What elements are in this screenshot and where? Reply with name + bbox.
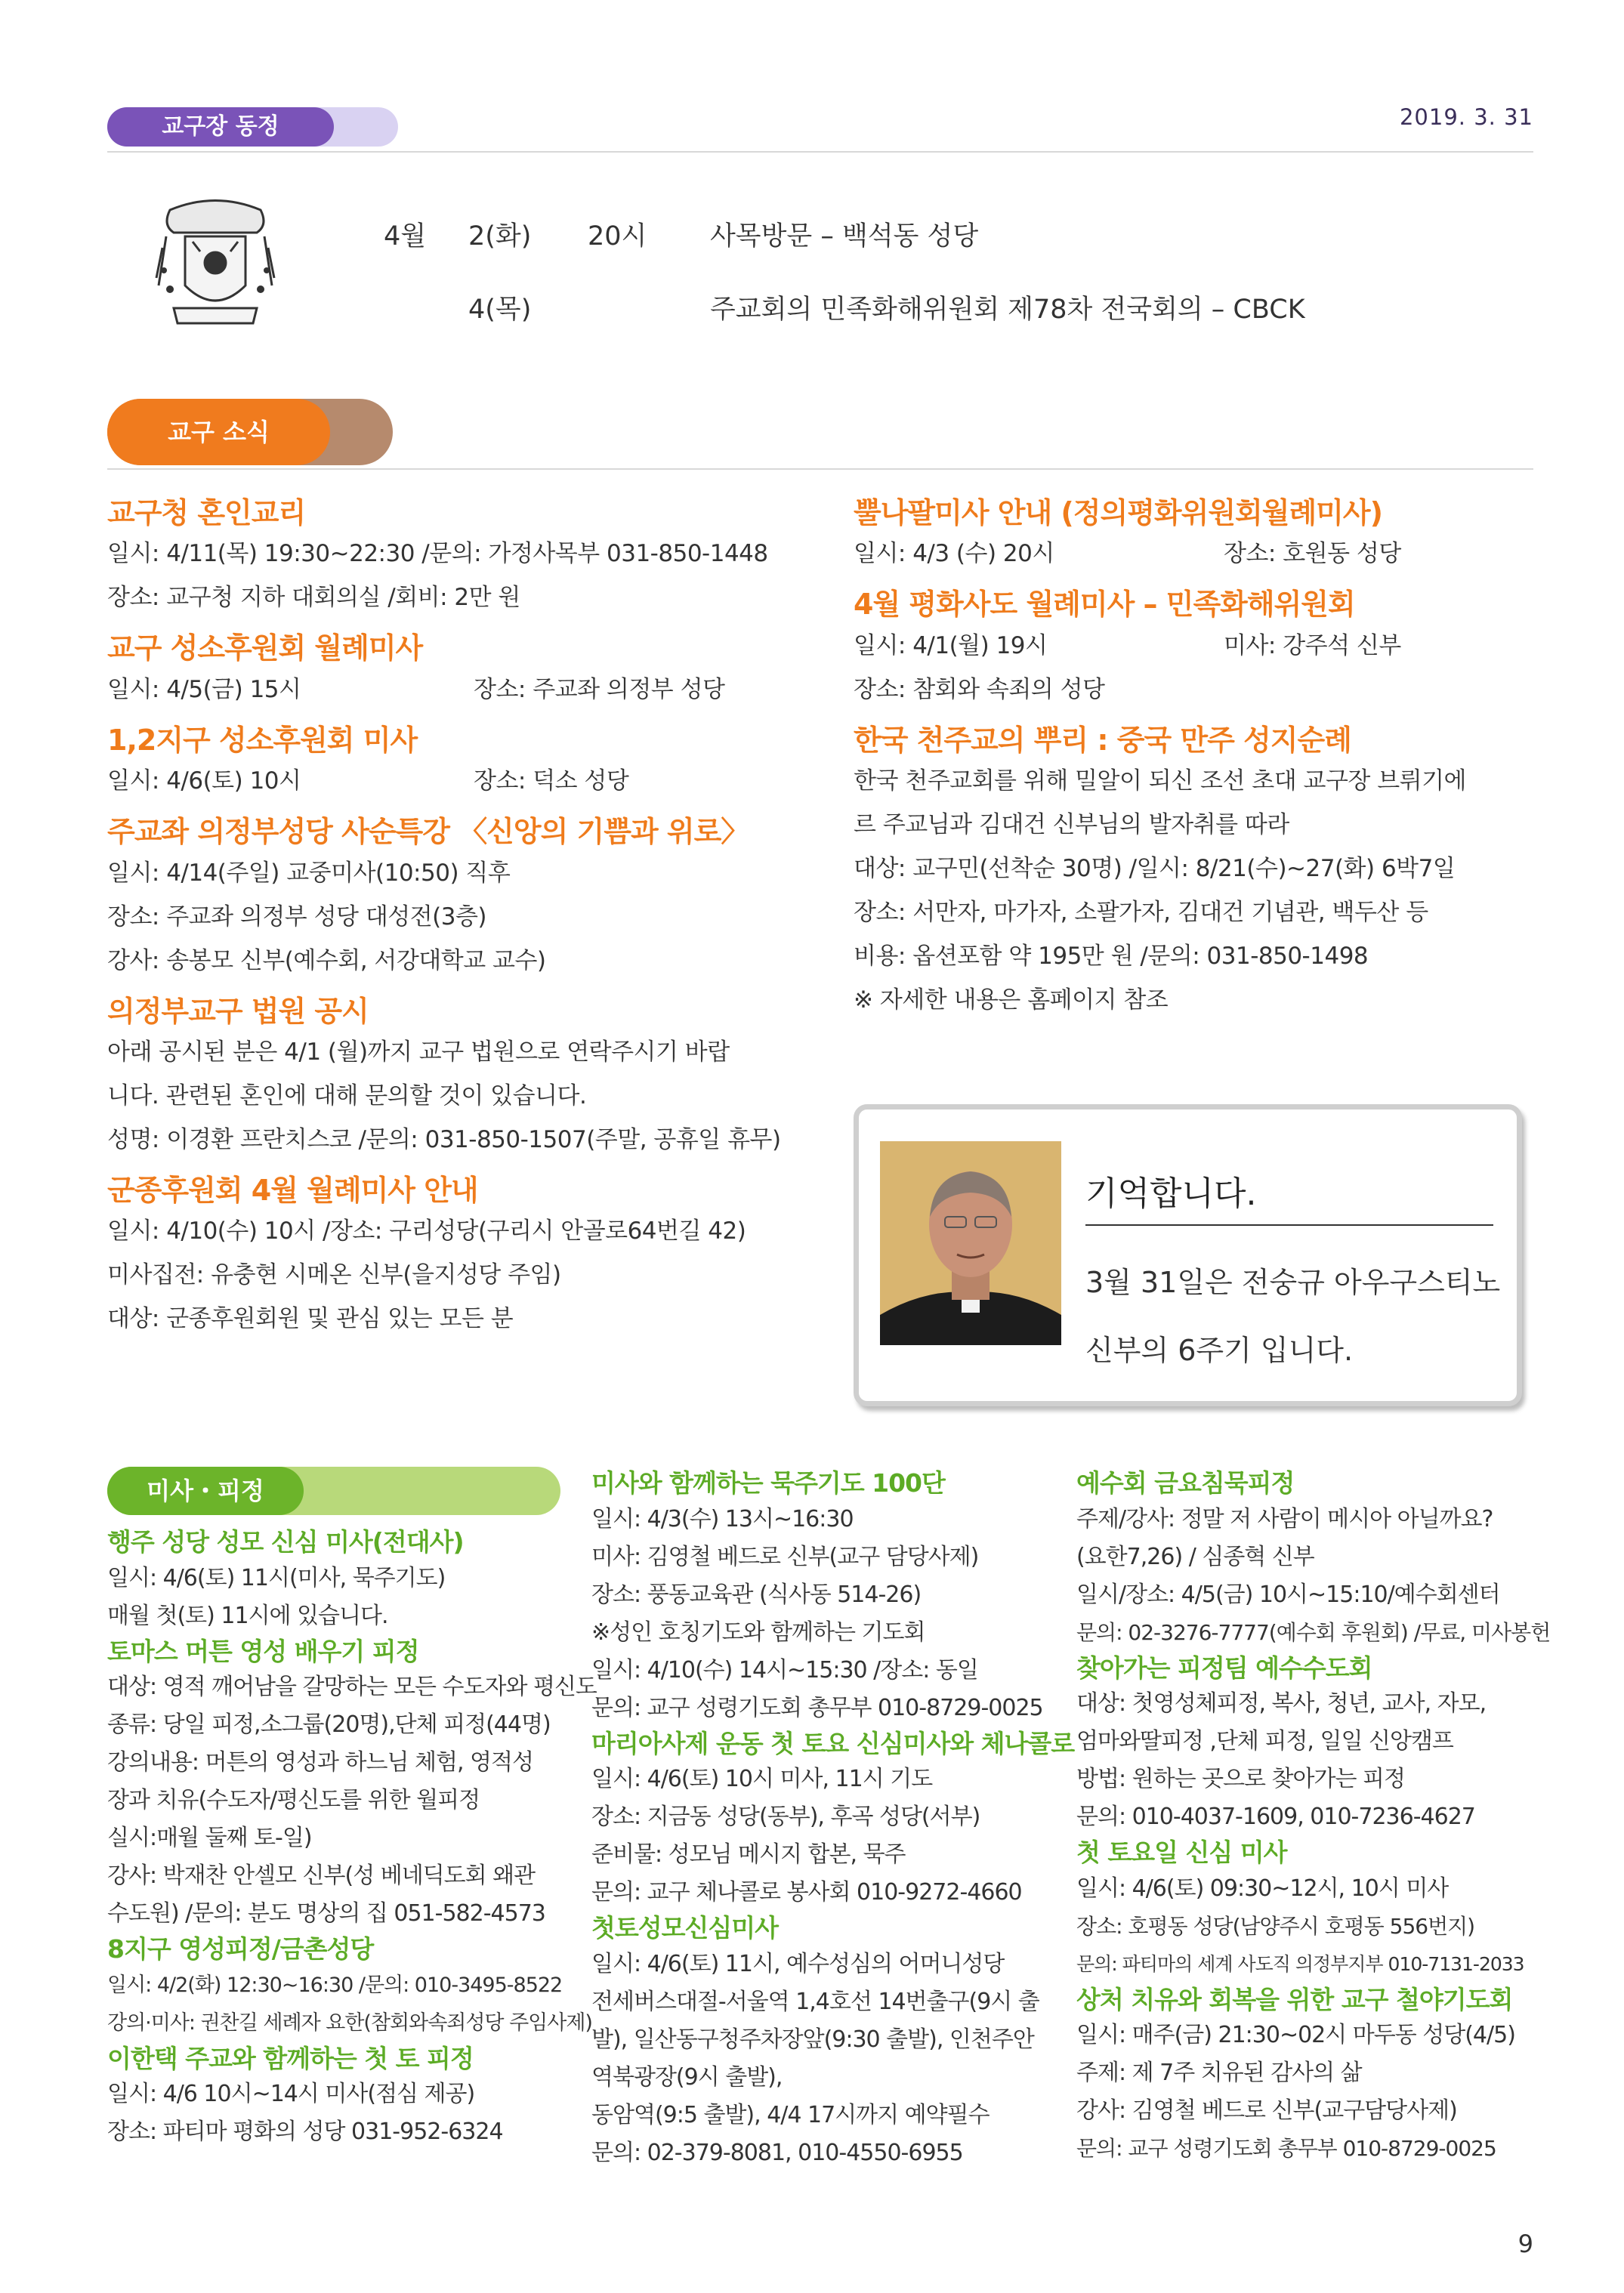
- news-line: 한국 천주교회를 위해 밀알이 되신 조선 초대 교구장 브뤼기에: [854, 767, 1466, 795]
- retreat-line: (요한7,26) / 심종혁 신부: [1076, 1543, 1314, 1570]
- retreat-line: 준비물: 성모님 메시지 합본, 묵주: [591, 1841, 906, 1869]
- section-header-news: [107, 399, 393, 465]
- retreat-line: 종류: 당일 피정,소그룹(20명),단체 피정(44명): [107, 1711, 551, 1739]
- retreat-title: 상처 치유와 회복을 위한 교구 철야기도회: [1076, 1984, 1513, 2014]
- section-label: 미사・피정: [107, 1467, 304, 1515]
- retreat-line: 장소: 풍동교육관 (식사동 514-26): [591, 1581, 922, 1608]
- retreat-title: 8지구 영성피정/금촌성당: [107, 1934, 374, 1964]
- news-line: [107, 759, 832, 803]
- news-item: [107, 993, 832, 1162]
- news-line: 대상: 군종후원회원 및 관심 있는 모든 분: [107, 1305, 514, 1333]
- news-title: 군종후원회 4월 월례미사 안내: [107, 1173, 478, 1207]
- news-line: 미사집전: 유충현 시메온 신부(을지성당 주임): [107, 1261, 561, 1289]
- retreat-line: 매월 첫(토) 11시에 있습니다.: [107, 1602, 388, 1629]
- news-item: [107, 813, 832, 982]
- news-title: 교구 성소후원회 월례미사: [107, 631, 423, 665]
- retreat-line: 장소: 파티마 평화의 성당 031-952-6324: [107, 2119, 503, 2146]
- retreat-line: 미사: 김영철 베드로 신부(교구 담당사제): [591, 1543, 979, 1570]
- retreat-item: [1076, 1652, 1537, 1837]
- news-line: 니다. 관련된 혼인에 대해 문의할 것이 있습니다.: [107, 1082, 587, 1109]
- news-right-column: [854, 495, 1533, 1032]
- news-line: [107, 668, 832, 711]
- news-title: 뿔나팔미사 안내 (정의평화위원회월례미사): [854, 496, 1382, 529]
- retreat-title: 찾아가는 피정팀 예수수도회: [1076, 1653, 1372, 1683]
- retreat-line: 강사: 김영철 베드로 신부(교구담당사제): [1076, 2097, 1457, 2125]
- priest-photo: [880, 1141, 1061, 1345]
- news-line: 장소: 참회와 속죄의 성당: [854, 675, 1105, 703]
- retreat-title: 예수회 금요침묵피정: [1076, 1468, 1295, 1498]
- news-item: [854, 495, 1533, 576]
- news-title: 주교좌 의정부성당 사순특강 〈신앙의 기쁨과 위로〉: [107, 815, 749, 849]
- memorial-title: 기억합니다.: [1085, 1174, 1257, 1213]
- retreat-item: [591, 1912, 1060, 2172]
- retreat-line: 주제: 제 7주 치유된 감사의 삶: [1076, 2060, 1362, 2087]
- retreat-line: 일시: 매주(금) 21:30~02시 마두동 성당(4/5): [1076, 2022, 1515, 2049]
- page-number: 9: [1517, 2230, 1533, 2258]
- news-line: [854, 532, 1533, 576]
- retreat-line: 일시: 4/2(화) 12:30~16:30 /문의: 010-3495-8522: [107, 1973, 563, 1997]
- retreat-line: 문의: 교구 성령기도회 총무부 010-8729-0025: [1076, 2136, 1496, 2162]
- retreat-line: 문의: 파티마의 세계 사도직 의정부지부 010-7131-2033: [1076, 1952, 1524, 1975]
- retreat-line: 주제/강사: 정말 저 사람이 메시아 아닐까요?: [1076, 1505, 1493, 1532]
- retreat-item: [1076, 1983, 1537, 2168]
- news-title: 의정부교구 법원 공시: [107, 994, 369, 1028]
- news-item: [107, 495, 832, 619]
- news-item: [107, 1172, 832, 1341]
- retreat-line: 역북광장(9시 출발),: [591, 2063, 783, 2091]
- news-left-column: [107, 495, 832, 1351]
- retreat-item: [591, 1467, 1060, 1727]
- retreat-line: 문의: 010-4037-1609, 010-7236-4627: [1076, 1804, 1475, 1831]
- news-line: 아래 공시된 분은 4/1 (월)까지 교구 법원으로 연락주시기 바랍: [107, 1038, 730, 1066]
- retreat-line: 문의: 교구 성령기도회 총무부 010-8729-0025: [591, 1694, 1043, 1721]
- schedule-event: 주교회의 민족화해위원회 제78차 전국회의 – CBCK: [710, 295, 1305, 325]
- memorial-rule: [1085, 1224, 1493, 1226]
- retreat-line: 일시/장소: 4/5(금) 10시~15:10/예수회센터: [1076, 1581, 1500, 1608]
- retreat-line: 강사: 박재찬 안셀모 신부(성 베네딕도회 왜관: [107, 1862, 536, 1890]
- memorial-box: [854, 1104, 1522, 1406]
- news-item: [854, 586, 1533, 711]
- news-item: [107, 722, 832, 803]
- retreat-line: 대상: 첫영성체피정, 복사, 청년, 교사, 자모,: [1076, 1690, 1487, 1717]
- news-line: 르 주교님과 김대건 신부님의 발자취를 따라: [854, 811, 1289, 839]
- retreat-line: 문의: 02-3276-7777(예수회 후원회) /무료, 미사봉헌: [1076, 1619, 1551, 1645]
- retreat-line: 일시: 4/6(토) 09:30~12시, 10시 미사: [1076, 1875, 1449, 1902]
- news-line: 일시: 4/10(수) 10시 /장소: 구리성당(구리시 안골로64번길 42): [107, 1217, 746, 1245]
- retreat-line: 엄마와딸피정 ,단체 피정, 일일 신앙캠프: [1076, 1728, 1453, 1755]
- retreat-title: 마리아사제 운동 첫 토요 신심미사와 체나콜로: [591, 1728, 1075, 1758]
- retreat-line: 문의: 교구 체나콜로 봉사회 010-9272-4660: [591, 1879, 1022, 1906]
- news-line: 장소: 주교좌 의정부 성당 대성전(3층): [107, 903, 487, 930]
- section-label: 교구 소식: [107, 399, 330, 465]
- news-line: 장소: 교구청 지하 대회의실 /회비: 2만 원: [107, 584, 520, 612]
- retreat-item: [107, 1526, 576, 1635]
- news-date: 일시: 4/3 (수) 20시: [854, 540, 1054, 568]
- schedule-day: 4(목): [468, 295, 532, 325]
- news-line: 성명: 이경환 프란치스코 /문의: 031-850-1507(주말, 공휴일 휴무): [107, 1125, 781, 1153]
- retreat-column-2: [591, 1467, 1075, 2172]
- retreat-title: 미사와 함께하는 묵주기도 100단: [591, 1468, 945, 1498]
- news-divider: [107, 468, 1533, 470]
- retreat-line: 강의내용: 머튼의 영성과 하느님 체험, 영적성: [107, 1749, 533, 1776]
- news-line: 장소: 서만자, 마가자, 소팔가자, 김대건 기념관, 백두산 등: [854, 899, 1428, 927]
- retreat-item: [1076, 1467, 1551, 1652]
- schedule-month: 4월: [384, 221, 427, 252]
- retreat-line: 수도원) /문의: 분도 명상의 집 051-582-4573: [107, 1900, 545, 1927]
- retreat-line: 장과 치유(수도자/평신도를 위한 월피정: [107, 1787, 480, 1814]
- news-item: [854, 722, 1533, 1022]
- retreat-line: 일시: 4/10(수) 14시~15:30 /장소: 동일: [591, 1656, 978, 1683]
- news-place: 장소: 호원동 성당: [1224, 540, 1401, 568]
- header-divider: [107, 151, 1533, 153]
- news-line: 일시: 4/14(주일) 교중미사(10:50) 직후: [107, 859, 511, 887]
- retreat-line: 전세버스대절-서울역 1,4호선 14번출구(9시 출: [591, 1988, 1039, 2015]
- memorial-text: 3월 31일은 전숭규 아우구스티노: [1085, 1266, 1501, 1299]
- retreat-title: 이한택 주교와 함께하는 첫 토 피정: [107, 2043, 474, 2073]
- news-title: 교구청 혼인교리: [107, 496, 306, 529]
- retreat-line: 일시: 4/6(토) 10시 미사, 11시 기도: [591, 1766, 933, 1793]
- retreat-column-1: [107, 1526, 597, 2151]
- retreat-item: [591, 1727, 1075, 1912]
- retreat-line: 동암역(9:5 출발), 4/4 17시까지 예약필수: [591, 2101, 990, 2128]
- news-date: 일시: 4/5(금) 15시: [107, 675, 301, 703]
- retreat-line: 강의·미사: 권찬길 세례자 요한(참회와속죄성당 주임사제): [107, 2011, 592, 2035]
- news-place: 장소: 덕소 성당: [474, 767, 629, 795]
- section-label: 교구장 동정: [107, 107, 334, 147]
- retreat-line: 방법: 원하는 곳으로 찾아가는 피정: [1076, 1766, 1405, 1793]
- retreat-title: 첫토성모신심미사: [591, 1913, 779, 1943]
- schedule-day: 2(화): [468, 221, 532, 252]
- retreat-item: [107, 1635, 597, 1933]
- news-date: 일시: 4/6(토) 10시: [107, 767, 301, 795]
- news-item: [107, 630, 832, 711]
- news-title: 한국 천주교의 뿌리 : 중국 만주 성지순례: [854, 723, 1351, 757]
- retreat-title: 첫 토요일 신심 미사: [1076, 1838, 1287, 1868]
- retreat-line: 문의: 02-379-8081, 010-4550-6955: [591, 2139, 963, 2166]
- memorial-text: 신부의 6주기 입니다.: [1085, 1334, 1354, 1367]
- news-line: 강사: 송봉모 신부(예수회, 서강대학교 교수): [107, 946, 546, 974]
- retreat-line: 일시: 4/6(토) 11시, 예수성심의 어머니성당: [591, 1950, 1005, 1977]
- retreat-line: 일시: 4/6 10시~14시 미사(점심 제공): [107, 2081, 475, 2108]
- retreat-column-3: [1076, 1467, 1551, 2168]
- schedule-event: 사목방문 – 백석동 성당: [710, 221, 979, 252]
- retreat-line: 일시: 4/3(수) 13시~16:30: [591, 1505, 854, 1532]
- section-header-bishop: [107, 107, 398, 147]
- news-celebrant: 미사: 강주석 신부: [1224, 631, 1401, 659]
- news-line: ※ 자세한 내용은 홈페이지 참조: [854, 986, 1169, 1014]
- section-header-retreat: [107, 1467, 560, 1515]
- retreat-line: 발), 일산동구청주차장앞(9:30 출발), 인천주안: [591, 2026, 1034, 2053]
- news-line: 비용: 옵션포함 약 195만 원 /문의: 031-850-1498: [854, 943, 1369, 971]
- retreat-title: 행주 성당 성모 신심 미사(전대사): [107, 1527, 464, 1557]
- news-title: 4월 평화사도 월례미사 – 민족화해위원회: [854, 588, 1355, 622]
- retreat-item: [107, 2042, 576, 2152]
- retreat-item: [1076, 1836, 1537, 1983]
- retreat-item: [107, 1933, 592, 2042]
- news-title: 1,2지구 성소후원회 미사: [107, 723, 418, 757]
- news-line: [854, 624, 1533, 668]
- retreat-line: ※성인 호칭기도와 함께하는 기도회: [591, 1619, 925, 1646]
- retreat-line: 대상: 영적 깨어남을 갈망하는 모든 수도자와 평신도: [107, 1674, 597, 1701]
- retreat-title: 토마스 머튼 영성 배우기 피정: [107, 1636, 419, 1666]
- coat-of-arms-icon: [155, 195, 276, 335]
- news-place: 장소: 주교좌 의정부 성당: [474, 675, 725, 703]
- retreat-line: 일시: 4/6(토) 11시(미사, 묵주기도): [107, 1564, 446, 1591]
- retreat-line: 장소: 호평동 성당(남양주시 호평동 556번지): [1076, 1913, 1475, 1939]
- retreat-line: 장소: 지금동 성당(동부), 후곡 성당(서부): [591, 1804, 980, 1831]
- news-line: 대상: 교구민(선착순 30명) /일시: 8/21(수)~27(화) 6박7일: [854, 855, 1456, 883]
- retreat-line: 실시:매월 둘째 토-일): [107, 1825, 312, 1852]
- news-line: 일시: 4/11(목) 19:30~22:30 /문의: 가정사목부 031-850-1448: [107, 540, 768, 568]
- news-date: 일시: 4/1(월) 19시: [854, 631, 1048, 659]
- schedule-time: 20시: [588, 221, 647, 252]
- issue-date: 2019. 3. 31: [1399, 104, 1533, 130]
